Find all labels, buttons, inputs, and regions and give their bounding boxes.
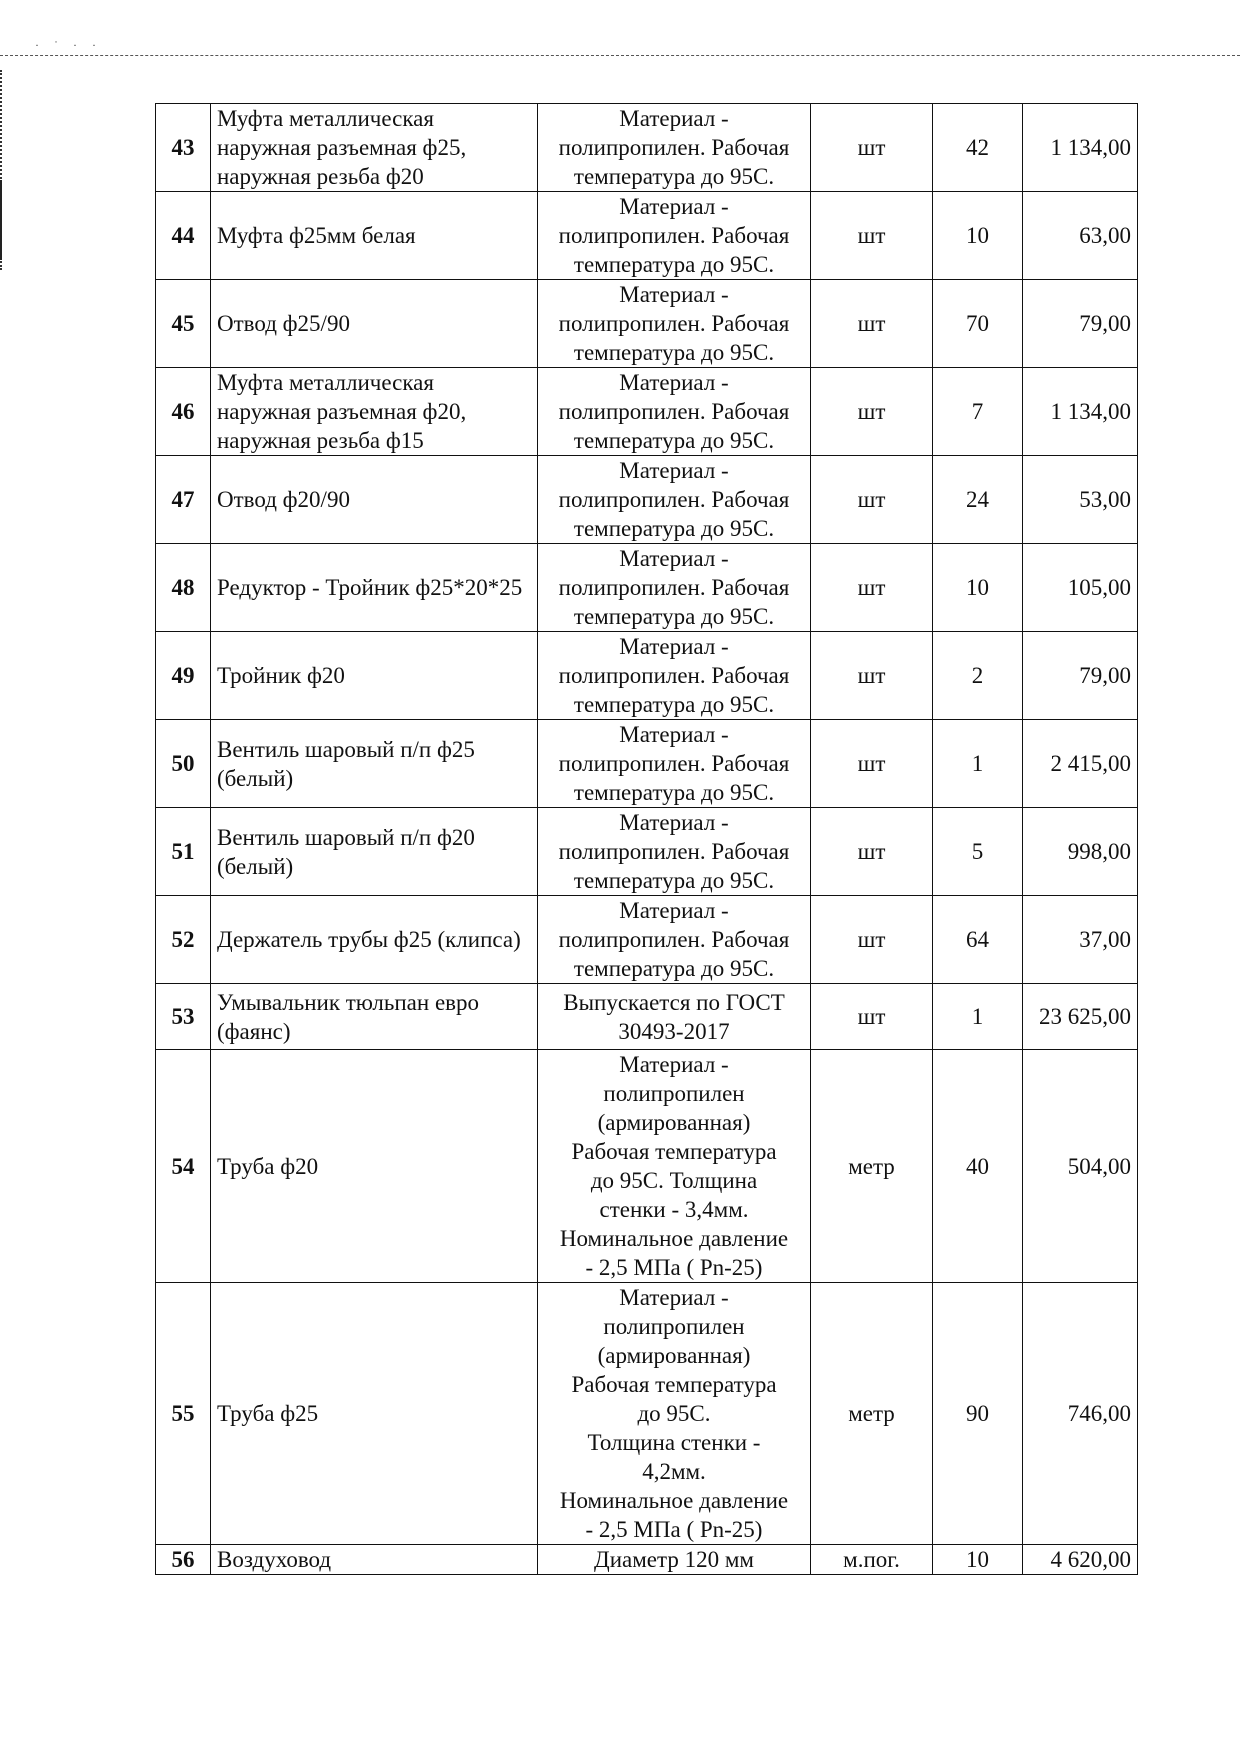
row-number: 46 (156, 368, 211, 456)
description-line: до 95С. Толщина (590, 1168, 758, 1193)
quantity: 10 (933, 192, 1023, 280)
description-line: полипропилен. Рабочая (558, 311, 790, 336)
item-description (538, 1050, 811, 1283)
description-line: Материал - (619, 722, 729, 747)
unit-of-measure: метр (811, 1050, 933, 1283)
item-name: Редуктор - Тройник ф25*20*25 (211, 544, 538, 632)
unit-of-measure: шт (811, 544, 933, 632)
quantity: 42 (933, 104, 1023, 192)
item-description (538, 280, 811, 368)
item-name: Держатель трубы ф25 (клипса) (211, 896, 538, 984)
description-line: температура до 95С. (573, 956, 775, 981)
unit-price: 2 415,00 (1023, 720, 1138, 808)
description-line: полипропилен. Рабочая (558, 223, 790, 248)
table-row (156, 280, 1138, 368)
item-name: Труба ф25 (211, 1283, 538, 1545)
item-description (538, 456, 811, 544)
description-line: Материал - (619, 898, 729, 923)
unit-of-measure: шт (811, 280, 933, 368)
description-line: температура до 95С. (573, 164, 775, 189)
item-description (538, 1545, 811, 1575)
description-line: до 95С. (637, 1401, 711, 1426)
description-line: Материал - (619, 1052, 729, 1077)
unit-price: 79,00 (1023, 280, 1138, 368)
item-name: Умывальник тюльпан евро (фаянс) (211, 984, 538, 1050)
specification-table (155, 103, 1138, 1575)
row-number: 43 (156, 104, 211, 192)
description-line: полипропилен. Рабочая (558, 751, 790, 776)
page-top-rule (0, 55, 1240, 56)
description-line: - 2,5 МПа ( Pn-25) (585, 1255, 763, 1280)
table-row (156, 104, 1138, 192)
unit-of-measure: шт (811, 984, 933, 1050)
quantity: 10 (933, 544, 1023, 632)
unit-price: 504,00 (1023, 1050, 1138, 1283)
unit-of-measure: шт (811, 896, 933, 984)
description-line: Материал - (619, 370, 729, 395)
description-line: температура до 95С. (573, 692, 775, 717)
item-description (538, 896, 811, 984)
quantity: 10 (933, 1545, 1023, 1575)
table-row (156, 456, 1138, 544)
row-number: 50 (156, 720, 211, 808)
description-line: Рабочая температура (571, 1372, 777, 1397)
table-row (156, 1545, 1138, 1575)
scan-artifact: · ˙ · · (35, 38, 102, 52)
unit-of-measure: метр (811, 1283, 933, 1545)
item-description (538, 544, 811, 632)
description-line: стенки - 3,4мм. (599, 1197, 749, 1222)
description-line: Материал - (619, 546, 729, 571)
unit-of-measure: шт (811, 632, 933, 720)
description-line: температура до 95С. (573, 516, 775, 541)
item-name: Вентиль шаровый п/п ф20 (белый) (211, 808, 538, 896)
description-line: Выпускается по ГОСТ (563, 989, 785, 1015)
table-row (156, 808, 1138, 896)
description-line: 4,2мм. (642, 1459, 706, 1484)
table-row (156, 896, 1138, 984)
quantity: 40 (933, 1050, 1023, 1283)
item-description (538, 1283, 811, 1545)
quantity: 2 (933, 632, 1023, 720)
description-line: полипропилен (603, 1314, 745, 1339)
description-line: Материал - (619, 458, 729, 483)
row-number: 48 (156, 544, 211, 632)
row-number: 44 (156, 192, 211, 280)
unit-of-measure: шт (811, 192, 933, 280)
description-line: (армированная) (597, 1110, 751, 1135)
quantity: 7 (933, 368, 1023, 456)
item-description (538, 720, 811, 808)
description-line: полипропилен. Рабочая (558, 927, 790, 952)
description-line: Толщина стенки - (587, 1430, 761, 1455)
quantity: 5 (933, 808, 1023, 896)
unit-of-measure: шт (811, 456, 933, 544)
description-line: 30493-2017 (618, 1018, 730, 1044)
unit-price: 37,00 (1023, 896, 1138, 984)
description-line: Диаметр 120 мм (594, 1547, 754, 1572)
description-line: Номинальное давление (559, 1226, 789, 1251)
quantity: 64 (933, 896, 1023, 984)
item-name: Тройник ф20 (211, 632, 538, 720)
row-number: 55 (156, 1283, 211, 1545)
unit-price: 79,00 (1023, 632, 1138, 720)
table-row (156, 984, 1138, 1050)
description-line: Рабочая температура (571, 1139, 777, 1164)
description-line: температура до 95С. (573, 604, 775, 629)
description-line: Номинальное давление (559, 1488, 789, 1513)
item-name: Муфта металлическая наружная разъемная ф25, наружная резьба ф20 (211, 104, 538, 192)
unit-of-measure: шт (811, 368, 933, 456)
quantity: 24 (933, 456, 1023, 544)
unit-of-measure: шт (811, 808, 933, 896)
unit-price: 746,00 (1023, 1283, 1138, 1545)
description-line: температура до 95С. (573, 868, 775, 893)
description-line: - 2,5 МПа ( Pn-25) (585, 1517, 763, 1542)
row-number: 49 (156, 632, 211, 720)
unit-price: 105,00 (1023, 544, 1138, 632)
table-row (156, 720, 1138, 808)
description-line: Материал - (619, 1285, 729, 1310)
scan-edge-bar (0, 180, 2, 260)
item-description (538, 368, 811, 456)
item-name: Труба ф20 (211, 1050, 538, 1283)
item-description (538, 192, 811, 280)
item-description (538, 984, 811, 1050)
table-row (156, 1050, 1138, 1283)
item-name: Муфта металлическая наружная разъемная ф20, наружная резьба ф15 (211, 368, 538, 456)
description-line: полипропилен. Рабочая (558, 487, 790, 512)
unit-of-measure: м.пог. (811, 1545, 933, 1575)
table-row (156, 632, 1138, 720)
unit-of-measure: шт (811, 720, 933, 808)
unit-price: 998,00 (1023, 808, 1138, 896)
description-line: Материал - (619, 194, 729, 219)
table-row (156, 544, 1138, 632)
table-row (156, 1283, 1138, 1545)
description-line: температура до 95С. (573, 252, 775, 277)
row-number: 54 (156, 1050, 211, 1283)
row-number: 47 (156, 456, 211, 544)
row-number: 52 (156, 896, 211, 984)
description-line: (армированная) (597, 1343, 751, 1368)
item-name: Вентиль шаровый п/п ф25 (белый) (211, 720, 538, 808)
table-row (156, 368, 1138, 456)
item-name: Отвод ф20/90 (211, 456, 538, 544)
description-line: температура до 95С. (573, 780, 775, 805)
unit-price: 4 620,00 (1023, 1545, 1138, 1575)
quantity: 1 (933, 720, 1023, 808)
item-name: Муфта ф25мм белая (211, 192, 538, 280)
description-line: Материал - (619, 634, 729, 659)
description-line: полипропилен. Рабочая (558, 135, 790, 160)
unit-price: 63,00 (1023, 192, 1138, 280)
description-line: полипропилен. Рабочая (558, 839, 790, 864)
description-line: Материал - (619, 106, 729, 131)
unit-of-measure: шт (811, 104, 933, 192)
unit-price: 53,00 (1023, 456, 1138, 544)
description-line: полипропилен. Рабочая (558, 575, 790, 600)
item-description (538, 632, 811, 720)
row-number: 51 (156, 808, 211, 896)
row-number: 56 (156, 1545, 211, 1575)
item-name: Отвод ф25/90 (211, 280, 538, 368)
quantity: 90 (933, 1283, 1023, 1545)
description-line: полипропилен (603, 1081, 745, 1106)
row-number: 53 (156, 984, 211, 1050)
description-line: температура до 95С. (573, 340, 775, 365)
description-line: полипропилен. Рабочая (558, 663, 790, 688)
description-line: Материал - (619, 282, 729, 307)
table-body (156, 104, 1138, 1575)
description-line: полипропилен. Рабочая (558, 399, 790, 424)
row-number: 45 (156, 280, 211, 368)
quantity: 70 (933, 280, 1023, 368)
unit-price: 1 134,00 (1023, 104, 1138, 192)
item-description (538, 104, 811, 192)
quantity: 1 (933, 984, 1023, 1050)
item-name: Воздуховод (211, 1545, 538, 1575)
table-row (156, 192, 1138, 280)
description-line: температура до 95С. (573, 428, 775, 453)
item-description (538, 808, 811, 896)
unit-price: 1 134,00 (1023, 368, 1138, 456)
description-line: Материал - (619, 810, 729, 835)
unit-price: 23 625,00 (1023, 984, 1138, 1050)
